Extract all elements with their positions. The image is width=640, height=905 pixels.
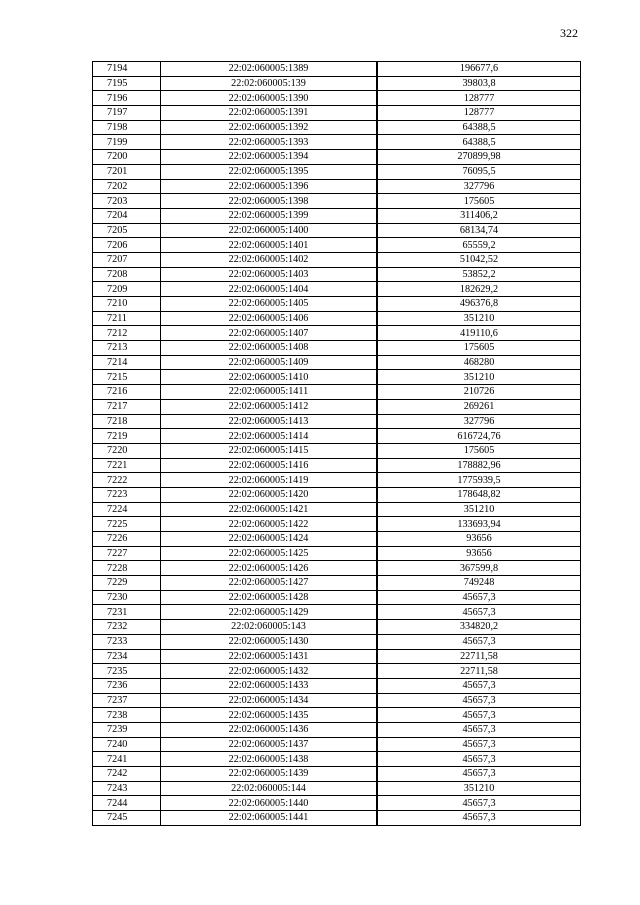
row-number-cell: 7199 — [93, 135, 161, 150]
cadastral-number-cell: 22:02:060005:1410 — [161, 370, 378, 385]
row-number-cell: 7240 — [93, 737, 161, 752]
table-row — [93, 605, 581, 620]
cadastral-number-cell: 22:02:060005:1419 — [161, 473, 378, 488]
value-cell: 496376,8 — [377, 297, 581, 312]
value-cell: 22711,58 — [377, 649, 581, 664]
table-row — [93, 517, 581, 532]
value-cell: 133693,94 — [377, 517, 581, 532]
table-row — [93, 811, 581, 826]
row-number-cell: 7231 — [93, 605, 161, 620]
row-number-cell: 7197 — [93, 106, 161, 121]
value-cell: 45657,3 — [377, 634, 581, 649]
row-number-cell: 7213 — [93, 341, 161, 356]
row-number-cell: 7235 — [93, 664, 161, 679]
row-number-cell: 7222 — [93, 473, 161, 488]
value-cell: 45657,3 — [377, 605, 581, 620]
cadastral-number-cell: 22:02:060005:143 — [161, 620, 378, 635]
value-cell: 178648,82 — [377, 487, 581, 502]
cadastral-number-cell: 22:02:060005:1421 — [161, 502, 378, 517]
table-row — [93, 693, 581, 708]
value-cell: 468280 — [377, 355, 581, 370]
table-row — [93, 458, 581, 473]
cadastral-number-cell: 22:02:060005:1433 — [161, 678, 378, 693]
value-cell: 45657,3 — [377, 767, 581, 782]
cadastral-number-cell: 22:02:060005:1389 — [161, 62, 378, 77]
value-cell: 327796 — [377, 414, 581, 429]
cadastral-number-cell: 22:02:060005:1402 — [161, 252, 378, 267]
row-number-cell: 7207 — [93, 252, 161, 267]
row-number-cell: 7228 — [93, 561, 161, 576]
row-number-cell: 7237 — [93, 693, 161, 708]
cadastral-number-cell: 22:02:060005:1411 — [161, 385, 378, 400]
value-cell: 175605 — [377, 443, 581, 458]
cadastral-number-cell: 22:02:060005:1439 — [161, 767, 378, 782]
table-row — [93, 223, 581, 238]
table-row — [93, 135, 581, 150]
row-number-cell: 7230 — [93, 590, 161, 605]
row-number-cell: 7195 — [93, 76, 161, 91]
value-cell: 351210 — [377, 502, 581, 517]
value-cell: 65559,2 — [377, 238, 581, 253]
cadastral-number-cell: 22:02:060005:1406 — [161, 311, 378, 326]
table-row — [93, 546, 581, 561]
cadastral-number-cell: 22:02:060005:1429 — [161, 605, 378, 620]
row-number-cell: 7225 — [93, 517, 161, 532]
table-row — [93, 267, 581, 282]
cadastral-number-cell: 22:02:060005:1391 — [161, 106, 378, 121]
table-row — [93, 722, 581, 737]
value-cell: 45657,3 — [377, 796, 581, 811]
row-number-cell: 7196 — [93, 91, 161, 106]
cadastral-number-cell: 22:02:060005:1435 — [161, 708, 378, 723]
cadastral-number-cell: 22:02:060005:144 — [161, 781, 378, 796]
value-cell: 128777 — [377, 106, 581, 121]
row-number-cell: 7209 — [93, 282, 161, 297]
table-row — [93, 106, 581, 121]
value-cell: 175605 — [377, 341, 581, 356]
row-number-cell: 7216 — [93, 385, 161, 400]
value-cell: 327796 — [377, 179, 581, 194]
row-number-cell: 7217 — [93, 399, 161, 414]
table-row — [93, 120, 581, 135]
value-cell: 22711,58 — [377, 664, 581, 679]
value-cell: 45657,3 — [377, 693, 581, 708]
row-number-cell: 7234 — [93, 649, 161, 664]
table-row — [93, 150, 581, 165]
table-row — [93, 502, 581, 517]
cadastral-number-cell: 22:02:060005:1401 — [161, 238, 378, 253]
row-number-cell: 7211 — [93, 311, 161, 326]
row-number-cell: 7224 — [93, 502, 161, 517]
value-cell: 76095,5 — [377, 164, 581, 179]
value-cell: 175605 — [377, 194, 581, 209]
table-row — [93, 443, 581, 458]
table-row — [93, 737, 581, 752]
cadastral-number-cell: 22:02:060005:1409 — [161, 355, 378, 370]
table-row — [93, 487, 581, 502]
value-cell: 269261 — [377, 399, 581, 414]
row-number-cell: 7243 — [93, 781, 161, 796]
value-cell: 93656 — [377, 532, 581, 547]
cadastral-number-cell: 22:02:060005:1434 — [161, 693, 378, 708]
value-cell: 64388,5 — [377, 120, 581, 135]
row-number-cell: 7245 — [93, 811, 161, 826]
row-number-cell: 7205 — [93, 223, 161, 238]
value-cell: 1775939,5 — [377, 473, 581, 488]
table-row — [93, 297, 581, 312]
value-cell: 270899,98 — [377, 150, 581, 165]
cadastral-number-cell: 22:02:060005:1390 — [161, 91, 378, 106]
value-cell: 45657,3 — [377, 678, 581, 693]
value-cell: 616724,76 — [377, 429, 581, 444]
cadastral-number-cell: 22:02:060005:1436 — [161, 722, 378, 737]
row-number-cell: 7218 — [93, 414, 161, 429]
value-cell: 367599,8 — [377, 561, 581, 576]
cadastral-number-cell: 22:02:060005:1438 — [161, 752, 378, 767]
table-row — [93, 429, 581, 444]
cadastral-number-cell: 22:02:060005:1431 — [161, 649, 378, 664]
row-number-cell: 7206 — [93, 238, 161, 253]
cadastral-number-cell: 22:02:060005:1412 — [161, 399, 378, 414]
row-number-cell: 7208 — [93, 267, 161, 282]
cadastral-number-cell: 22:02:060005:1396 — [161, 179, 378, 194]
table-row — [93, 678, 581, 693]
row-number-cell: 7238 — [93, 708, 161, 723]
table-row — [93, 532, 581, 547]
row-number-cell: 7203 — [93, 194, 161, 209]
table-row — [93, 76, 581, 91]
cadastral-number-cell: 22:02:060005:1404 — [161, 282, 378, 297]
cadastral-number-cell: 22:02:060005:1416 — [161, 458, 378, 473]
row-number-cell: 7202 — [93, 179, 161, 194]
row-number-cell: 7229 — [93, 576, 161, 591]
value-cell: 45657,3 — [377, 737, 581, 752]
table-row — [93, 194, 581, 209]
row-number-cell: 7236 — [93, 678, 161, 693]
cadastral-number-cell: 22:02:060005:1428 — [161, 590, 378, 605]
value-cell: 68134,74 — [377, 223, 581, 238]
row-number-cell: 7201 — [93, 164, 161, 179]
row-number-cell: 7220 — [93, 443, 161, 458]
row-number-cell: 7194 — [93, 62, 161, 77]
table-row — [93, 781, 581, 796]
value-cell: 39803,8 — [377, 76, 581, 91]
cadastral-number-cell: 22:02:060005:1403 — [161, 267, 378, 282]
table-row — [93, 62, 581, 77]
value-cell: 210726 — [377, 385, 581, 400]
registry-table — [92, 61, 581, 826]
cadastral-number-cell: 22:02:060005:1392 — [161, 120, 378, 135]
table-row — [93, 252, 581, 267]
value-cell: 45657,3 — [377, 722, 581, 737]
cadastral-number-cell: 22:02:060005:139 — [161, 76, 378, 91]
cadastral-number-cell: 22:02:060005:1440 — [161, 796, 378, 811]
table-row — [93, 326, 581, 341]
row-number-cell: 7214 — [93, 355, 161, 370]
row-number-cell: 7200 — [93, 150, 161, 165]
cadastral-number-cell: 22:02:060005:1427 — [161, 576, 378, 591]
value-cell: 311406,2 — [377, 208, 581, 223]
cadastral-number-cell: 22:02:060005:1408 — [161, 341, 378, 356]
table-row — [93, 91, 581, 106]
value-cell: 182629,2 — [377, 282, 581, 297]
value-cell: 64388,5 — [377, 135, 581, 150]
cadastral-number-cell: 22:02:060005:1398 — [161, 194, 378, 209]
value-cell: 196677,6 — [377, 62, 581, 77]
table-row — [93, 767, 581, 782]
table-row — [93, 473, 581, 488]
cadastral-number-cell: 22:02:060005:1405 — [161, 297, 378, 312]
table-row — [93, 311, 581, 326]
value-cell: 351210 — [377, 311, 581, 326]
value-cell: 53852,2 — [377, 267, 581, 282]
value-cell: 749248 — [377, 576, 581, 591]
value-cell: 93656 — [377, 546, 581, 561]
table-row — [93, 179, 581, 194]
value-cell: 128777 — [377, 91, 581, 106]
cadastral-number-cell: 22:02:060005:1422 — [161, 517, 378, 532]
table-row — [93, 341, 581, 356]
table-row — [93, 590, 581, 605]
value-cell: 45657,3 — [377, 708, 581, 723]
table-row — [93, 752, 581, 767]
row-number-cell: 7215 — [93, 370, 161, 385]
value-cell: 178882,96 — [377, 458, 581, 473]
cadastral-number-cell: 22:02:060005:1400 — [161, 223, 378, 238]
table-row — [93, 708, 581, 723]
value-cell: 51042,52 — [377, 252, 581, 267]
row-number-cell: 7210 — [93, 297, 161, 312]
cadastral-number-cell: 22:02:060005:1432 — [161, 664, 378, 679]
page-number: 322 — [560, 26, 578, 40]
cadastral-number-cell: 22:02:060005:1413 — [161, 414, 378, 429]
cadastral-number-cell: 22:02:060005:1437 — [161, 737, 378, 752]
table-row — [93, 238, 581, 253]
cadastral-number-cell: 22:02:060005:1394 — [161, 150, 378, 165]
table-row — [93, 355, 581, 370]
table-row — [93, 370, 581, 385]
table-row — [93, 399, 581, 414]
row-number-cell: 7221 — [93, 458, 161, 473]
row-number-cell: 7223 — [93, 487, 161, 502]
row-number-cell: 7204 — [93, 208, 161, 223]
value-cell: 419110,6 — [377, 326, 581, 341]
row-number-cell: 7242 — [93, 767, 161, 782]
table-body — [93, 62, 581, 826]
value-cell: 351210 — [377, 781, 581, 796]
table-row — [93, 282, 581, 297]
row-number-cell: 7233 — [93, 634, 161, 649]
value-cell: 334820,2 — [377, 620, 581, 635]
cadastral-number-cell: 22:02:060005:1441 — [161, 811, 378, 826]
table-row — [93, 208, 581, 223]
row-number-cell: 7226 — [93, 532, 161, 547]
row-number-cell: 7198 — [93, 120, 161, 135]
table-row — [93, 634, 581, 649]
cadastral-number-cell: 22:02:060005:1415 — [161, 443, 378, 458]
cadastral-number-cell: 22:02:060005:1426 — [161, 561, 378, 576]
value-cell: 45657,3 — [377, 590, 581, 605]
cadastral-number-cell: 22:02:060005:1424 — [161, 532, 378, 547]
table-row — [93, 620, 581, 635]
cadastral-number-cell: 22:02:060005:1407 — [161, 326, 378, 341]
cadastral-number-cell: 22:02:060005:1399 — [161, 208, 378, 223]
table-row — [93, 664, 581, 679]
row-number-cell: 7232 — [93, 620, 161, 635]
table-row — [93, 385, 581, 400]
cadastral-number-cell: 22:02:060005:1425 — [161, 546, 378, 561]
value-cell: 351210 — [377, 370, 581, 385]
cadastral-number-cell: 22:02:060005:1430 — [161, 634, 378, 649]
table-row — [93, 414, 581, 429]
row-number-cell: 7219 — [93, 429, 161, 444]
row-number-cell: 7227 — [93, 546, 161, 561]
row-number-cell: 7239 — [93, 722, 161, 737]
cadastral-number-cell: 22:02:060005:1414 — [161, 429, 378, 444]
table-row — [93, 164, 581, 179]
value-cell: 45657,3 — [377, 752, 581, 767]
table-row — [93, 796, 581, 811]
cadastral-number-cell: 22:02:060005:1420 — [161, 487, 378, 502]
table-row — [93, 649, 581, 664]
cadastral-number-cell: 22:02:060005:1395 — [161, 164, 378, 179]
row-number-cell: 7212 — [93, 326, 161, 341]
row-number-cell: 7241 — [93, 752, 161, 767]
row-number-cell: 7244 — [93, 796, 161, 811]
value-cell: 45657,3 — [377, 811, 581, 826]
table-row — [93, 576, 581, 591]
table-row — [93, 561, 581, 576]
cadastral-number-cell: 22:02:060005:1393 — [161, 135, 378, 150]
